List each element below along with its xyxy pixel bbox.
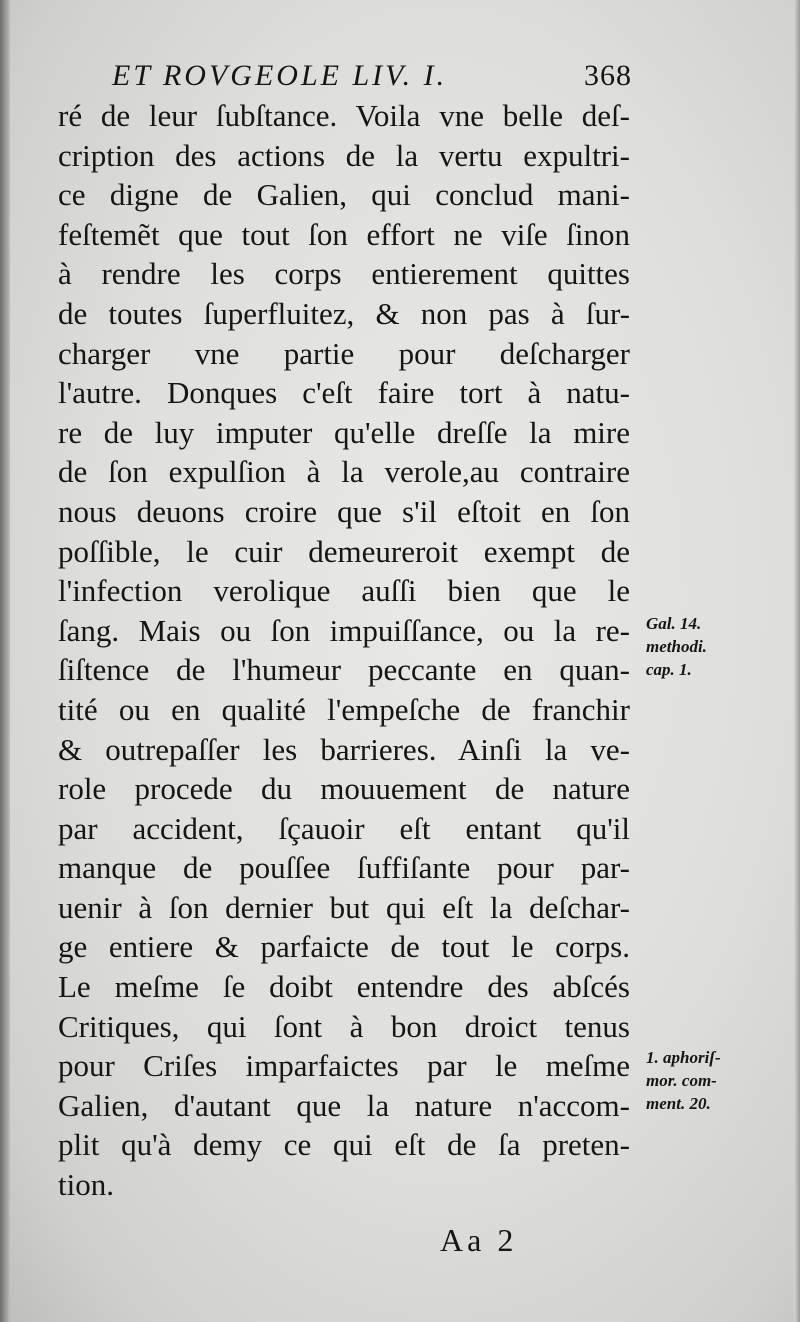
- body-text: [58, 96, 630, 1205]
- margin-note-aphorism-comment: [646, 1046, 786, 1115]
- running-head-title: ET ROVGEOLE LIV. I.: [112, 59, 448, 92]
- page-number: 368: [584, 59, 632, 92]
- text-line: ré de leur ſubſtance. Voila vne belle deſ-: [58, 98, 630, 133]
- text-line: tion.: [58, 1167, 114, 1203]
- text-line: l'infection verolique auſſi bien que le: [58, 573, 630, 609]
- text-line: uenir à ſon dernier but qui eſt la deſchar-: [58, 889, 630, 925]
- text-line: cription des actions de la vertu expultri-: [58, 137, 630, 173]
- text-line: à rendre les corps entierement quittes: [58, 256, 630, 292]
- text-line: Galien, d'autant que la nature n'accom-: [58, 1087, 630, 1123]
- text-line: plit qu'à demy ce qui eſt de ſa preten-: [58, 1127, 630, 1163]
- text-line: par accident, ſçauoir eſt entant qu'il: [58, 810, 630, 846]
- text-line: role procede du mouuement de nature: [58, 771, 630, 807]
- text-line: poſſible, le cuir demeureroit exempt de: [58, 533, 630, 569]
- text-line: l'autre. Donques c'eſt faire tort à natu-: [58, 375, 630, 411]
- text-line: de toutes ſuperfluitez, & non pas à ſur-: [58, 295, 630, 331]
- text-line: nous deuons croire que s'il eſtoit en ſon: [58, 493, 630, 529]
- margin-note-line: mor. com-: [646, 1071, 717, 1090]
- text-line: re de luy imputer qu'elle dreſſe la mire: [58, 414, 630, 450]
- running-head: [112, 56, 632, 96]
- text-line: ſiſtence de l'humeur peccante en quan-: [58, 652, 630, 688]
- text-line: ce digne de Galien, qui conclud mani-: [58, 177, 630, 213]
- text-line: Le meſme ſe doibt entendre des abſcés: [58, 969, 630, 1005]
- text-line: charger vne partie pour deſcharger: [58, 335, 630, 371]
- margin-note-line: 1. aphoriſ-: [646, 1048, 721, 1067]
- page-edge-shadow-left: [0, 0, 10, 1322]
- text-line: feſtemẽt que tout ſon effort ne viſe ſinon: [58, 216, 630, 252]
- page-edge-shadow-right: [794, 0, 800, 1322]
- text-line: pour Criſes imparfaictes par le meſme: [58, 1048, 630, 1084]
- text-line: ſang. Mais ou ſon impuiſſance, ou la re-: [58, 612, 630, 648]
- text-line: de ſon expulſion à la verole,au contraire: [58, 454, 630, 490]
- margin-note-line: ment. 20.: [646, 1094, 711, 1113]
- text-line: manque de pouſſee ſuffiſante pour par-: [58, 850, 630, 886]
- text-line: ge entiere & parfaicte de tout le corps.: [58, 929, 630, 965]
- text-line: tité ou en qualité l'empeſche de franchir: [58, 691, 630, 727]
- margin-note-line: methodi.: [646, 637, 707, 656]
- signature-mark: Aa 2: [440, 1222, 518, 1258]
- margin-note-line: Gal. 14.: [646, 614, 702, 633]
- margin-note-line: cap. 1.: [646, 660, 692, 679]
- text-line: & outrepaſſer les barrieres. Ainſi la ve-: [58, 731, 630, 767]
- margin-note-galen-methodi: [646, 612, 786, 681]
- text-line: Critiques, qui ſont à bon droict tenus: [58, 1008, 630, 1044]
